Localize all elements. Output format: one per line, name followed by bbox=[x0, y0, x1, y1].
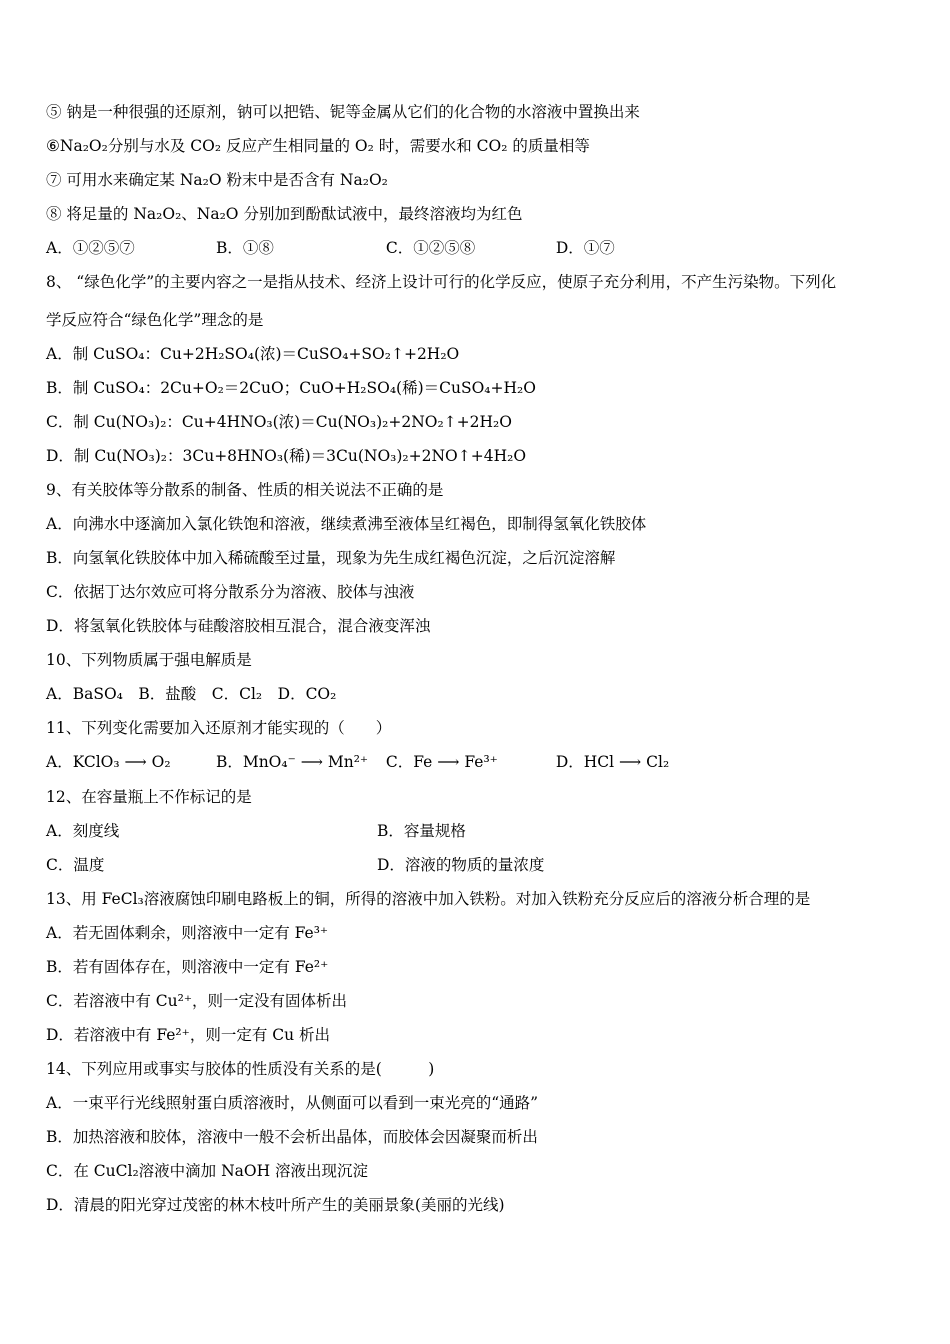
q14-option-c: C．在 CuCl₂溶液中滴加 NaOH 溶液出现沉淀 bbox=[46, 1162, 369, 1180]
q11-stem: 11、下列变化需要加入还原剂才能实现的（ ） bbox=[46, 719, 392, 737]
q13-stem: 13、用 FeCl₃溶液腐蚀印刷电路板上的铜，所得的溶液中加入铁粉。对加入铁粉充分反应后的溶液分析合理的是 bbox=[46, 890, 811, 908]
q7-option-d: D．①⑦ bbox=[555, 239, 615, 257]
q11-option-a: A．KClO₃ ⟶ O₂ bbox=[46, 753, 171, 771]
q8-option-a: A．制 CuSO₄：Cu+2H₂SO₄(浓)＝CuSO₄+SO₂↑+2H₂O bbox=[46, 345, 460, 363]
q7-option-b: B．①⑧ bbox=[215, 239, 274, 257]
q9-option-b: B．向氢氧化铁胶体中加入稀硫酸至过量，现象为先生成红褐色沉淀，之后沉淀溶解 bbox=[46, 549, 616, 567]
q7-option-a: A．①②⑤⑦ bbox=[46, 239, 135, 257]
q14-option-a: A．一束平行光线照射蛋白质溶液时，从侧面可以看到一束光亮的“通路” bbox=[46, 1094, 539, 1112]
q9-stem: 9、有关胶体等分散系的制备、性质的相关说法不正确的是 bbox=[46, 481, 444, 499]
q11-option-d: D．HCl ⟶ Cl₂ bbox=[555, 753, 670, 771]
q13-option-c: C．若溶液中有 Cu²⁺，则一定没有固体析出 bbox=[46, 992, 348, 1010]
q11-option-c: C．Fe ⟶ Fe³⁺ bbox=[385, 753, 498, 771]
q10-options: A．BaSO₄ B．盐酸 C．Cl₂ D．CO₂ bbox=[46, 685, 337, 703]
q12-option-b: B．容量规格 bbox=[377, 822, 466, 840]
q11-option-b: B．MnO₄⁻ ⟶ Mn²⁺ bbox=[215, 753, 369, 771]
q8-stem-line2: 学反应符合“绿色化学”理念的是 bbox=[46, 311, 264, 329]
q8-option-d: D．制 Cu(NO₃)₂：3Cu+8HNO₃(稀)＝3Cu(NO₃)₂+2NO↑+4H₂O bbox=[46, 447, 527, 465]
q8-option-c: C．制 Cu(NO₃)₂：Cu+4HNO₃(浓)＝Cu(NO₃)₂+2NO₂↑+2H₂O bbox=[46, 413, 512, 431]
statement-5: ⑤ 钠是一种很强的还原剂，钠可以把锆、铌等金属从它们的化合物的水溶液中置换出来 bbox=[46, 103, 640, 121]
statement-6: ⑥Na₂O₂分别与水及 CO₂ 反应产生相同量的 O₂ 时，需要水和 CO₂ 的质量相等 bbox=[46, 137, 590, 155]
q14-option-d: D．清晨的阳光穿过茂密的林木枝叶所产生的美丽景象(美丽的光线) bbox=[46, 1196, 505, 1214]
q10-stem: 10、下列物质属于强电解质是 bbox=[46, 651, 252, 669]
q13-option-d: D．若溶液中有 Fe²⁺，则一定有 Cu 析出 bbox=[46, 1026, 331, 1044]
q12-stem: 12、在容量瓶上不作标记的是 bbox=[46, 788, 252, 806]
statement-8: ⑧ 将足量的 Na₂O₂、Na₂O 分别加到酚酞试液中，最终溶液均为红色 bbox=[46, 205, 523, 223]
q7-options bbox=[46, 238, 926, 258]
q9-option-c: C．依据丁达尔效应可将分散系分为溶液、胶体与浊液 bbox=[46, 583, 415, 601]
q8-option-b: B．制 CuSO₄：2Cu+O₂＝2CuO；CuO+H₂SO₄(稀)＝CuSO₄+H₂O bbox=[46, 379, 536, 397]
q13-option-b: B．若有固体存在，则溶液中一定有 Fe²⁺ bbox=[46, 958, 329, 976]
q9-option-a: A．向沸水中逐滴加入氯化铁饱和溶液，继续煮沸至液体呈红褐色，即制得氢氧化铁胶体 bbox=[46, 515, 647, 533]
q11-options bbox=[46, 752, 926, 772]
q14-stem: 14、下列应用或事实与胶体的性质没有关系的是( ) bbox=[46, 1060, 435, 1078]
q14-option-b: B．加热溶液和胶体，溶液中一般不会析出晶体，而胶体会因凝聚而析出 bbox=[46, 1128, 538, 1146]
q12-option-a: A．刻度线 bbox=[46, 822, 120, 840]
statement-7: ⑦ 可用水来确定某 Na₂O 粉末中是否含有 Na₂O₂ bbox=[46, 171, 388, 189]
q8-stem-line1: 8、 “绿色化学”的主要内容之一是指从技术、经济上设计可行的化学反应，使原子充分利用，不产生污染物。下列化 bbox=[46, 273, 837, 291]
q12-option-d: D．溶液的物质的量浓度 bbox=[377, 856, 545, 874]
q13-option-a: A．若无固体剩余，则溶液中一定有 Fe³⁺ bbox=[46, 924, 329, 942]
q12-option-c: C．温度 bbox=[46, 856, 105, 874]
q7-option-c: C．①②⑤⑧ bbox=[385, 239, 476, 257]
q9-option-d: D．将氢氧化铁胶体与硅酸溶胶相互混合，混合液变浑浊 bbox=[46, 617, 431, 635]
